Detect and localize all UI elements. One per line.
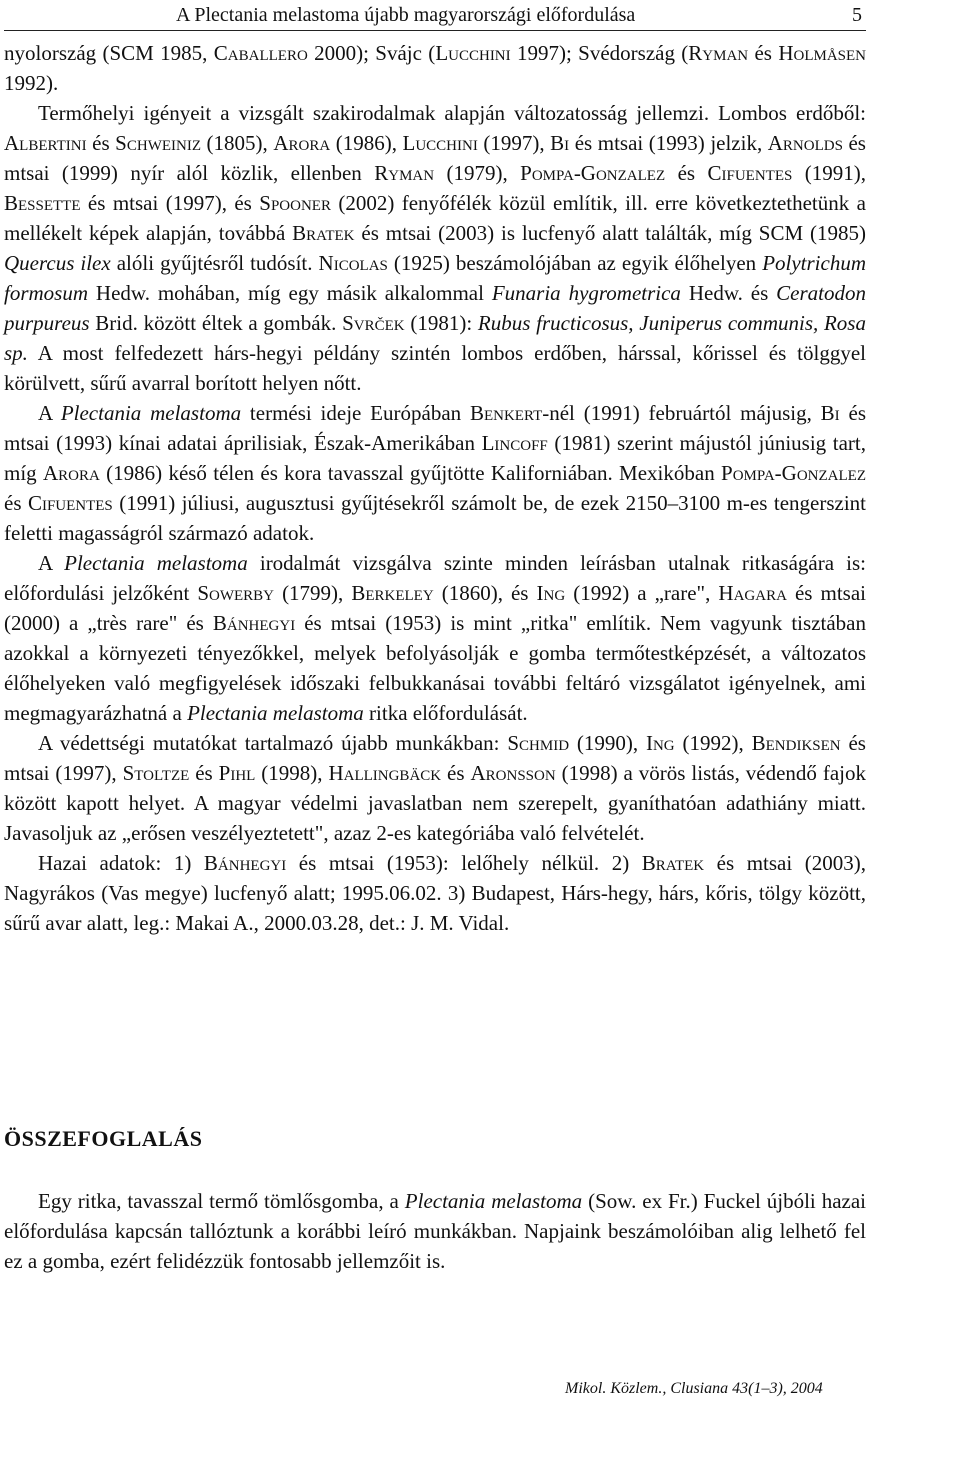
text: (Sow. ex Fr.) Fuckel újbóli hazai előfordulása kapcsán tallóztunk a korábbi leíró munkákban. Napjaink beszámolóiban alig lelhető fel ez a gomba, ezért felidézzük fontosabb jellemzőit is.	[4, 1189, 866, 1273]
text: Hedw. és	[680, 281, 777, 305]
header-divider	[4, 30, 866, 31]
paragraph-habitat	[4, 98, 866, 398]
author-name: Spooner	[259, 191, 331, 215]
author-name: Bratek	[292, 221, 355, 245]
author-name: Pompa-Gonzalez	[721, 461, 866, 485]
text: Egy ritka, tavasszal termő tömlősgomba, a	[38, 1189, 405, 1213]
author-name: Arora	[273, 131, 331, 155]
text: (2002) fenyőfélék közül említik, ill. erre következtethetünk a mellékelt képek alapján, továbbá	[4, 191, 866, 245]
author-name: Bessette	[4, 191, 81, 215]
species-name: Rubus fructicosus, Juniperus communis, Rosa sp.	[4, 311, 866, 365]
author-name: Arora	[42, 461, 100, 485]
species-name: Plectania melastoma	[64, 551, 248, 575]
text: Hedw. mohában, míg egy másik alkalommal	[88, 281, 492, 305]
text: és mtsai (1953): lelőhely nélkül. 2)	[286, 851, 642, 875]
species-name: Quercus ilex	[4, 251, 111, 275]
author-name: Pihl	[218, 761, 256, 785]
text: (1805),	[201, 131, 274, 155]
text: 1992).	[4, 71, 59, 95]
author-name: Schweiniz	[115, 131, 201, 155]
author-name: Sowerby	[197, 581, 275, 605]
text: -nél (1991) februártól májusig,	[542, 401, 821, 425]
article-body	[4, 38, 866, 938]
author-name: Cifuentes	[27, 491, 113, 515]
text: (1991),	[792, 161, 866, 185]
species-name: Polytrichum formosum	[4, 251, 866, 305]
text: (1986) késő télen és kora tavasszal gyűjtötte Kaliforniában. Mexikóban	[99, 461, 722, 485]
text: (1979),	[434, 161, 521, 185]
author-name: Caballero	[213, 41, 308, 65]
text: (1997),	[477, 131, 551, 155]
journal-citation-footer: Mikol. Közlem., Clusiana 43(1–3), 2004	[565, 1380, 823, 1397]
page-number: 5	[852, 4, 862, 26]
author-name: Albertini	[4, 131, 87, 155]
text: termési ideje Európában	[241, 401, 470, 425]
text: és mtsai (1997),	[4, 731, 866, 785]
text: A	[38, 551, 65, 575]
text: (1998) a vörös listás, védendő fajok között kapott helyet. A magyar védelmi javaslatban nem szerepelt, gyaníthatóan adathiány miatt. Javasoljuk az „erősen veszélyeztetett", azaz 2-es kategóriába való felvételét.	[4, 761, 866, 845]
paragraph-domestic-records	[4, 848, 866, 938]
author-name: Ing	[536, 581, 566, 605]
author-name: Schmid	[507, 731, 570, 755]
text: (1992),	[674, 731, 752, 755]
paragraph-protection	[4, 728, 866, 848]
text: és mtsai (1999) nyír alól közlik, ellenben	[4, 131, 866, 185]
paragraph-rarity	[4, 548, 866, 728]
author-name: Cifuentes	[707, 161, 793, 185]
text: A védettségi mutatókat tartalmazó újabb munkákban:	[38, 731, 508, 755]
text: és	[748, 41, 779, 65]
text: és	[189, 761, 219, 785]
species-name: Funaria hygrometrica	[491, 281, 681, 305]
author-name: Pompa-Gonzalez	[520, 161, 666, 185]
text: és mtsai (1993) kínai adatai áprilisiak, Észak-Amerikában	[4, 401, 866, 455]
author-name: Benkert	[469, 401, 543, 425]
author-name: Lincoff	[481, 431, 548, 455]
text: (1925) beszámolójában az egyik élőhelyen	[387, 251, 763, 275]
species-name: Plectania melastoma	[404, 1189, 583, 1213]
author-name: Ing	[645, 731, 675, 755]
author-name: Svrček	[342, 311, 405, 335]
text: (1981):	[404, 311, 478, 335]
paragraph-fruiting-season	[4, 398, 866, 548]
author-name: Lucchini	[435, 41, 511, 65]
summary-paragraph	[4, 1186, 866, 1276]
author-name: Ryman	[688, 41, 749, 65]
text: Termőhelyi igényeit a vizsgált szakirodalmak alapján változatosság jellemzi. Lombos erdőből:	[38, 101, 866, 125]
author-name: Lucchini	[402, 131, 478, 155]
author-name: Bratek	[641, 851, 705, 875]
text: (1998),	[255, 761, 329, 785]
author-name: Bi	[820, 401, 840, 425]
text: (1981) szerint májustól júniusig tart, míg	[4, 431, 867, 485]
text: (1991) júliusi, augusztusi gyűjtésekről számolt be, de ezek 2150–3100 m-es tengerszint feletti magasságról származó adatok.	[4, 491, 866, 545]
species-name: Ceratodon purpureus	[4, 281, 866, 335]
author-name: Aronsson	[470, 761, 556, 785]
text: és mtsai (2000) a „très rare" és	[4, 581, 866, 635]
text: (1986),	[330, 131, 403, 155]
text: (1799),	[274, 581, 352, 605]
text: és	[86, 131, 116, 155]
author-name: Bi	[550, 131, 570, 155]
text: ritka előfordulását.	[363, 701, 528, 725]
running-title: A Plectania melastoma újabb magyarországi előfordulása	[176, 4, 636, 26]
author-name: Holmåsen	[778, 41, 866, 65]
text: és mtsai (2003) is lucfenyő alatt találták, míg SCM (1985)	[354, 221, 866, 245]
author-name: Bendiksen	[751, 731, 841, 755]
author-name: Arnolds	[767, 131, 843, 155]
author-name: Stoltze	[122, 761, 190, 785]
summary-heading: ÖSSZEFOGLALÁS	[4, 1126, 203, 1151]
paragraph-distribution	[4, 38, 866, 98]
text: A	[38, 401, 61, 425]
summary-section	[4, 1186, 866, 1276]
text: alóli gyűjtésről tudósít.	[110, 251, 319, 275]
text: és	[665, 161, 708, 185]
species-name: Plectania melastoma	[187, 701, 364, 725]
text: és mtsai (1993) jelzik,	[569, 131, 768, 155]
text: és	[441, 761, 471, 785]
running-header	[0, 0, 960, 36]
text: és mtsai (1953) is mint „ritka" említik. Nem vagyunk tisztában azokkal a környezeti tényezőkkel, melyek befolyásolják e gomba termőtestképzését, a változatos élőhelyeken való megfigyelések időszaki felbukkanásai további feltáró vizsgálatot igényelnek, ami megmagyarázhatná a	[4, 611, 866, 725]
author-name: Hallingbäck	[328, 761, 442, 785]
species-name: Plectania melastoma	[60, 401, 242, 425]
author-name: Ryman	[374, 161, 435, 185]
text: 2000); Svájc (	[307, 41, 436, 65]
text: (1860), és	[433, 581, 537, 605]
text: 1997); Svédország (	[510, 41, 689, 65]
author-name: Nicolas	[318, 251, 388, 275]
author-name: Bánhegyi	[212, 611, 296, 635]
text: és	[4, 491, 28, 515]
text: (1990),	[569, 731, 646, 755]
text: irodalmát vizsgálva szinte minden leírásban utalnak ritkaságára is: előfordulási jelzőként	[4, 551, 867, 605]
text: Hazai adatok: 1)	[38, 851, 204, 875]
text: és mtsai (1997), és	[80, 191, 260, 215]
author-name: Bánhegyi	[203, 851, 287, 875]
author-name: Hagara	[718, 581, 787, 605]
text: és mtsai (2003), Nagyrákos (Vas megye) lucfenyő alatt; 1995.06.02. 3) Budapest, Hárs-hegy, hárs, kőris, tölgy között, sűrű avar alatt, leg.: Makai A., 2000.03.28, det.: J. M. Vidal.	[4, 851, 866, 935]
author-name: Berkeley	[351, 581, 434, 605]
text: A most felfedezett hárs-hegyi példány szintén lombos erdőben, hárssal, kőrissel és tölggyel körülvett, sűrű avarral borított helyen nőtt.	[4, 341, 866, 395]
text: Brid. között éltek a gombák.	[89, 311, 343, 335]
text: (1992) a „rare",	[565, 581, 719, 605]
text: nyolország (SCM 1985,	[4, 41, 214, 65]
